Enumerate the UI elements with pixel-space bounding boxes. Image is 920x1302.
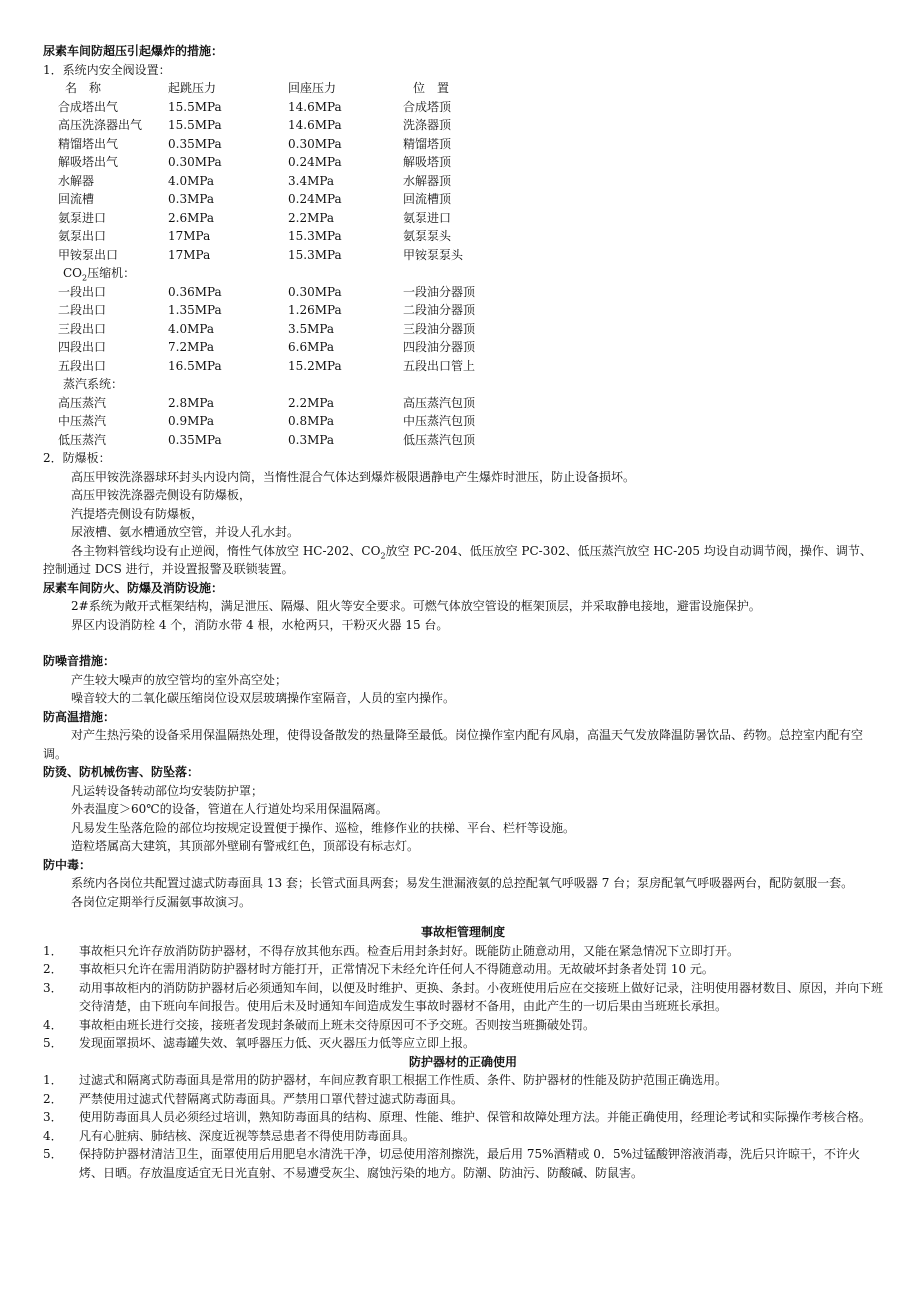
- table-cell: 15.2MPa: [288, 358, 342, 373]
- table-cell: 0.9MPa: [168, 414, 215, 428]
- list-number: 1．: [43, 1073, 63, 1087]
- list-number: 4．: [43, 1017, 63, 1032]
- table-row: [43, 209, 883, 228]
- list-text: 事故柜由班长进行交接，接班者发现封条破而上班未交待原因可不予交班。否则按当班撕破处罚。: [79, 1017, 596, 1032]
- section-2-title: 2．防爆板：: [43, 451, 111, 465]
- table-cell: 高压蒸汽: [58, 395, 107, 410]
- table-cell: 0.24MPa: [288, 192, 342, 206]
- noise-body: [43, 671, 883, 708]
- table-row: [43, 227, 883, 246]
- list-item: [43, 1127, 883, 1146]
- table-cell: 3.5MPa: [288, 321, 335, 336]
- table-row: [43, 320, 883, 339]
- table-cell: 0.36MPa: [168, 284, 222, 299]
- table-row: [43, 172, 883, 191]
- table-cell: 合成塔出气: [58, 99, 119, 114]
- list-text: 事故柜只允许在需用消防防护器材时方能打开，正常情况下未经允许任何人不得随意动用。无故破坏封条者处罚 10 元。: [79, 962, 714, 976]
- burn-title: 防烫、防机械伤害、防坠落：: [43, 765, 200, 779]
- list-number: 5．: [43, 1147, 63, 1161]
- table-cell: 2.8MPa: [168, 395, 215, 410]
- list-item: [43, 1034, 883, 1053]
- table-cell: 14.6MPa: [288, 99, 342, 114]
- section-2-body: [43, 468, 883, 542]
- table-cell: 氨泵出口: [58, 229, 107, 243]
- table-cell: 三段出口: [58, 321, 107, 336]
- table-cell: 15.5MPa: [168, 118, 222, 132]
- table-cell: 0.35MPa: [168, 136, 222, 151]
- table-row: [43, 412, 883, 431]
- table-cell: 精馏塔顶: [403, 136, 452, 151]
- paragraph: 汽提塔壳侧设有防爆板，: [71, 506, 204, 521]
- paragraph: 凡运转设备转动部位均安装防护罩；: [71, 783, 264, 798]
- table-cell: 一段油分器顶: [403, 284, 476, 299]
- list-text: 动用事故柜内的消防防护器材后必须通知车间，以便及时维护、更换、条封。小夜班使用后应在交接班上做好记录，注明使用器材数目、原因，并向下班交待清楚，由下班向车间报告。使用后未及时通知车间造成发生事故时器材不备用，由此产生的一切后果由当班班长承担。: [79, 980, 884, 1013]
- valve-table: [43, 98, 883, 265]
- table-cell: 低压蒸汽: [58, 432, 107, 447]
- col-name: 名 称: [65, 81, 102, 95]
- noise-title: 防噪音措施：: [43, 654, 116, 668]
- table-row: [43, 431, 883, 450]
- table-cell: 15.3MPa: [288, 229, 342, 243]
- cabinet-title: 事故柜管理制度: [420, 925, 505, 939]
- table-cell: 17MPa: [168, 229, 211, 243]
- list-number: 3．: [43, 980, 63, 995]
- table-cell: 解吸塔出气: [58, 155, 119, 169]
- table-row: [43, 357, 883, 376]
- equip-rules: [43, 1071, 883, 1182]
- table-cell: 二段出口: [58, 303, 107, 317]
- table-cell: 4.0MPa: [168, 321, 215, 336]
- fire-title: 尿素车间防火、防爆及消防设施：: [43, 580, 224, 595]
- burn-body: [43, 782, 883, 856]
- steam-table: [43, 394, 883, 450]
- document-page: [43, 42, 883, 1182]
- paragraph: 高压甲铵洗涤器壳侧设有防爆板，: [71, 488, 252, 502]
- table-cell: 4.0MPa: [168, 173, 215, 188]
- table-cell: 0.30MPa: [288, 136, 342, 151]
- table-cell: 合成塔顶: [403, 99, 452, 114]
- list-item: [43, 979, 883, 1016]
- table-cell: 2.2MPa: [288, 210, 335, 225]
- table-cell: 0.24MPa: [288, 155, 342, 169]
- section-2-last: 各主物料管线均设有止逆阀，惰性气体放空 HC-202、$CO_2$放空 PC-204、低压放空 PC-302、低压蒸汽放空 HC-205 均设自动调节阀，操作、调节、控制通过 DCS 进行，并设置报警及联锁装置。: [43, 543, 872, 576]
- paragraph: 造粒塔属高大建筑，其顶部外壁刷有警戒红色，顶部设有标志灯。: [71, 839, 420, 853]
- list-item: [43, 942, 883, 961]
- table-cell: 低压蒸汽包顶: [403, 432, 476, 447]
- table-row: [43, 116, 883, 135]
- table-cell: 0.30MPa: [168, 155, 222, 169]
- table-cell: 7.2MPa: [168, 340, 215, 354]
- paragraph: 外表温度＞60℃的设备，管道在人行道处均采用保温隔离。: [71, 802, 388, 816]
- table-row: [43, 98, 883, 117]
- paragraph: 高压甲铵洗涤器球环封头内设内筒，当惰性混合气体达到爆炸极限遇静电产生爆炸时泄压，防止设备损坏。: [71, 469, 636, 484]
- table-cell: 3.4MPa: [288, 173, 335, 188]
- co2-label: $CO_2$压缩机：: [63, 266, 136, 283]
- paragraph: 对产生热污染的设备采用保温隔热处理，使得设备散发的热量降至最低。岗位操作室内配有风扇，高温天气发放降温防暑饮品、药物。总控室内配有空调。: [43, 728, 864, 761]
- list-text: 发现面罩损坏、滤毒罐失效、氧呼器压力低、灭火器压力低等应立即上报。: [79, 1036, 476, 1050]
- list-text: 过滤式和隔离式防毒面具是常用的防护器材，车间应教育职工根据工作性质、条件、防护器材的性能及防护范围正确选用。: [79, 1073, 728, 1087]
- table-cell: 0.8MPa: [288, 414, 335, 428]
- poison-title: 防中毒：: [43, 857, 92, 872]
- table-cell: 氨泵泵头: [403, 229, 452, 243]
- table-cell: 五段出口: [58, 358, 107, 373]
- table-cell: 氨泵进口: [58, 210, 107, 225]
- paragraph: 凡易发生坠落危险的部位均按规定设置便于操作、巡检，维修作业的扶梯、平台、栏杆等设施。: [71, 820, 576, 835]
- table-cell: 一段出口: [58, 284, 107, 299]
- table-row: [43, 394, 883, 413]
- table-cell: 甲铵泵出口: [58, 247, 119, 262]
- fire-body: [43, 597, 883, 634]
- table-cell: 五段出口管上: [403, 358, 476, 373]
- table-cell: 17MPa: [168, 247, 211, 262]
- paragraph: 系统内各岗位共配置过滤式防毒面具 13 套；长管式面具两套；易发生泄漏液氨的总控配氧气呼吸器 7 台；泵房配氧气呼吸器两台，配防氨服一套。: [71, 876, 854, 890]
- list-number: 4．: [43, 1128, 63, 1143]
- table-cell: 14.6MPa: [288, 118, 342, 132]
- paragraph: 噪音较大的二氧化碳压缩岗位设双层玻璃操作室隔音，人员的室内操作。: [71, 691, 456, 705]
- list-text: 使用防毒面具人员必须经过培训，熟知防毒面具的结构、原理、性能、维护、保管和故障处理方法。并能正确使用，经理论考试和实际操作考核合格。: [79, 1110, 872, 1124]
- list-number: 3．: [43, 1110, 63, 1124]
- table-row: [43, 338, 883, 357]
- table-cell: 水解器: [58, 173, 95, 188]
- steam-label: 蒸汽系统：: [63, 377, 124, 391]
- table-cell: 6.6MPa: [288, 340, 335, 354]
- table-cell: 0.35MPa: [168, 432, 222, 447]
- table-cell: 回流槽: [58, 192, 95, 206]
- table-cell: 1.35MPa: [168, 303, 222, 317]
- table-cell: 精馏塔出气: [58, 136, 119, 151]
- col-reseat: 回座压力: [288, 81, 337, 95]
- list-text: 凡有心脏病、肺结核、深度近视等禁忌患者不得使用防毒面具。: [79, 1128, 416, 1143]
- doc-title: 尿素车间防超压引起爆炸的措施：: [43, 44, 224, 58]
- list-text: 严禁使用过滤式代替隔离式防毒面具。严禁用口罩代替过滤式防毒面具。: [79, 1091, 464, 1106]
- table-cell: 高压蒸汽包顶: [403, 395, 476, 410]
- table-cell: 洗涤器顶: [403, 118, 452, 132]
- table-cell: 0.3MPa: [288, 432, 335, 447]
- co2-table: [43, 283, 883, 376]
- section-1-title: 1．系统内安全阀设置：: [43, 62, 171, 77]
- list-item: [43, 1071, 883, 1090]
- table-cell: 四段油分器顶: [403, 340, 476, 354]
- table-cell: 解吸塔顶: [403, 155, 452, 169]
- table-cell: 1.26MPa: [288, 303, 342, 317]
- table-row: [43, 246, 883, 265]
- table-cell: 三段油分器顶: [403, 321, 476, 336]
- table-cell: 0.30MPa: [288, 284, 342, 299]
- table-cell: 15.3MPa: [288, 247, 342, 262]
- col-location: 位 置: [413, 81, 450, 95]
- list-number: 5．: [43, 1036, 63, 1050]
- table-cell: 16.5MPa: [168, 358, 222, 373]
- list-number: 2．: [43, 962, 63, 976]
- table-cell: 氨泵进口: [403, 210, 452, 225]
- list-item: [43, 1090, 883, 1109]
- table-cell: 二段油分器顶: [403, 303, 476, 317]
- table-cell: 2.6MPa: [168, 210, 215, 225]
- list-number: 1．: [43, 943, 63, 958]
- table-cell: 15.5MPa: [168, 99, 222, 114]
- table-row: [43, 301, 883, 320]
- table-row: [43, 190, 883, 209]
- table-cell: 高压洗涤器出气: [58, 118, 143, 132]
- equip-title: 防护器材的正确使用: [408, 1054, 517, 1069]
- table-cell: 回流槽顶: [403, 192, 452, 206]
- col-open: 起跳压力: [168, 81, 217, 95]
- table-cell: 中压蒸汽: [58, 414, 107, 428]
- list-number: 2．: [43, 1091, 63, 1106]
- list-item: [43, 1016, 883, 1035]
- table-cell: 0.3MPa: [168, 192, 215, 206]
- heat-title: 防高温措施：: [43, 709, 116, 724]
- paragraph: 各岗位定期举行反漏氨事故演习。: [71, 894, 252, 909]
- paragraph: 2#系统为敞开式框架结构，满足泄压、隔爆、阻火等安全要求。可燃气体放空管设的框架顶层，并采取静电接地，避雷设施保护。: [71, 599, 761, 613]
- table-header: [43, 79, 883, 98]
- table-cell: 甲铵泵泵头: [403, 247, 464, 262]
- cabinet-rules: [43, 942, 883, 1053]
- list-text: 事故柜只允许存放消防防护器材，不得存放其他东西。检查后用封条封好。既能防止随意动用，又能在紧急情况下立即打开。: [79, 943, 740, 958]
- list-text: 保持防护器材清洁卫生，面罩使用后用肥皂水清洗干净，切忌使用溶剂擦洗，最后用 75%酒精或 0．5%过锰酸钾溶液消毒，洗后只许晾干，不许火烤、日晒。存放温度适宜无日光直射、不易遭受灰尘、腐蚀污染的地方。防潮、防油污、防酸碱、防鼠害。: [79, 1147, 860, 1180]
- list-item: [43, 1145, 883, 1182]
- table-cell: 四段出口: [58, 340, 107, 354]
- paragraph: 产生较大噪声的放空管均的室外高空处；: [71, 672, 288, 687]
- heat-body: [43, 726, 883, 763]
- paragraph: 尿液槽、氨水槽通放空管，并设人孔水封。: [71, 525, 300, 539]
- table-cell: 中压蒸汽包顶: [403, 414, 476, 428]
- table-row: [43, 153, 883, 172]
- paragraph: 界区内设消防栓 4 个，消防水带 4 根，水枪两只，干粉灭火器 15 台。: [71, 617, 449, 632]
- table-row: [43, 135, 883, 154]
- table-row: [43, 283, 883, 302]
- list-item: [43, 1108, 883, 1127]
- table-cell: 水解器顶: [403, 173, 452, 188]
- list-item: [43, 960, 883, 979]
- table-cell: 2.2MPa: [288, 395, 335, 410]
- poison-body: [43, 874, 883, 911]
